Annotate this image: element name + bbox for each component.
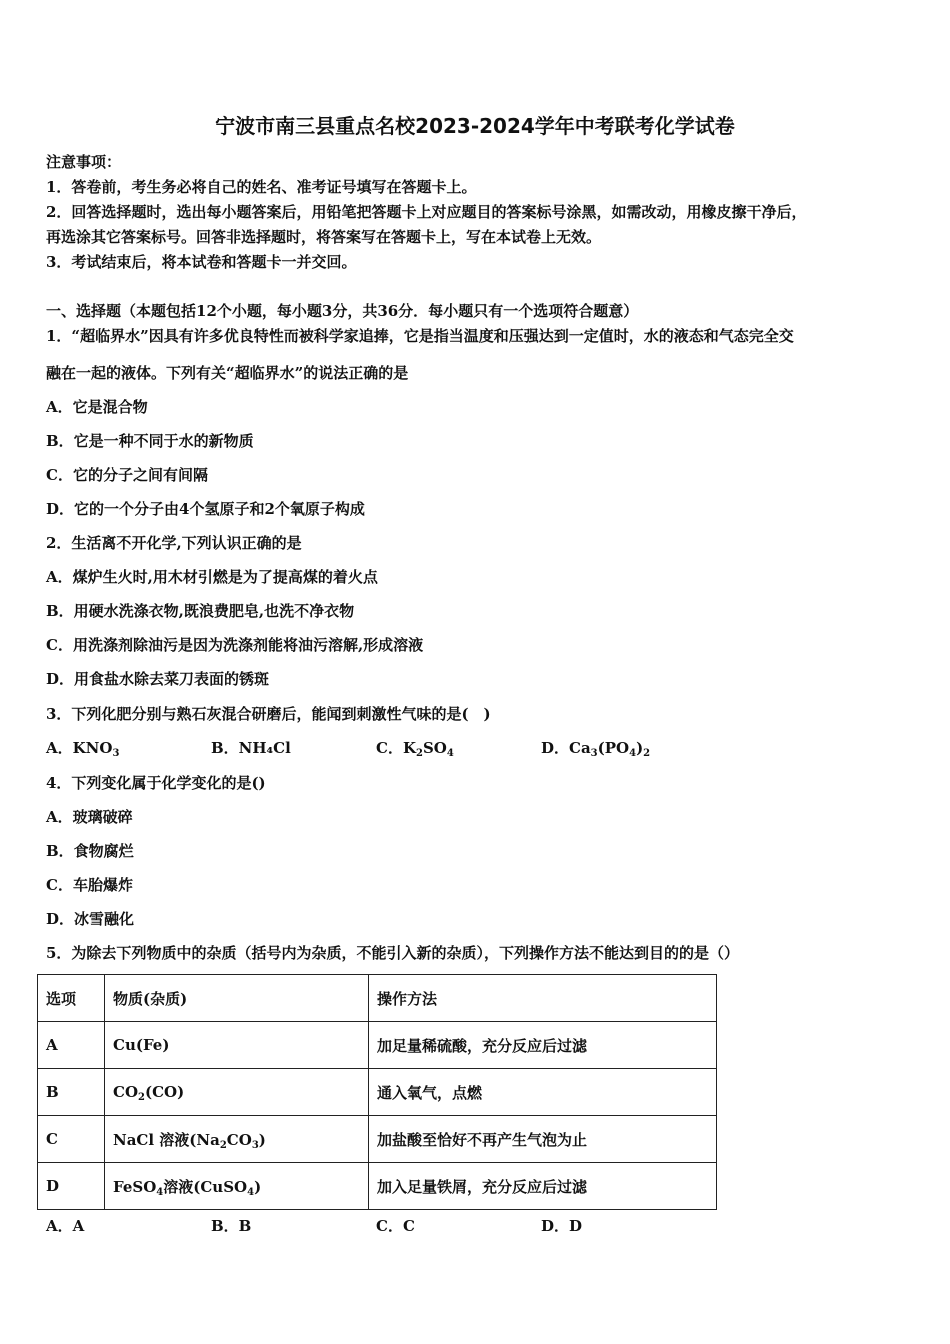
q5-option-d: D．D [541, 1217, 583, 1235]
q2-option-b: B．用硬水洗涤衣物,既浪费肥皂,也洗不净衣物 [46, 602, 355, 620]
q2-stem: 2．生活离不开化学,下列认识正确的是 [46, 534, 302, 552]
q3-options [46, 738, 650, 758]
notice-item: 2．回答选择题时，选出每小题答案后，用铅笔把答题卡上对应题目的答案标号涂黑，如需改动，用橡皮擦干净后， [46, 203, 807, 221]
table-header-cell: 物质(杂质) [105, 975, 369, 1022]
table-cell-method: 加入足量铁屑，充分反应后过滤 [369, 1163, 717, 1210]
table-cell-substance: FeSO$_4$溶液(CuSO$_4$) [105, 1163, 369, 1210]
q2-option-a: A．煤炉生火时,用木材引燃是为了提高煤的着火点 [46, 568, 378, 586]
q3-option-c: C．$K_2SO_4$ [376, 739, 454, 759]
q4-stem: 4．下列变化属于化学变化的是() [46, 774, 266, 792]
table-header-cell: 选项 [38, 975, 105, 1022]
table-cell-substance: $CO_2(CO)$ [105, 1069, 369, 1116]
table-row [38, 1022, 717, 1069]
notice-heading: 注意事项： [46, 153, 122, 171]
q1-stem-cont: 融在一起的液体。下列有关“超临界水”的说法正确的是 [46, 364, 409, 382]
section-heading: 一、选择题（本题包括12个小题，每小题3分，共36分．每小题只有一个选项符合题意） [46, 302, 639, 320]
q1-stem: 1．“超临界水”因具有许多优良特性而被科学家追捧，它是指当温度和压强达到一定值时，水的液态和气态完全交 [46, 327, 794, 345]
q4-option-b: B．食物腐烂 [46, 842, 134, 860]
table-row [38, 1069, 717, 1116]
q5-option-a: A．A [46, 1217, 85, 1235]
q5-table [37, 974, 717, 1210]
table-cell-substance: Cu(Fe) [105, 1022, 369, 1069]
q2-option-d: D．用食盐水除去菜刀表面的锈斑 [46, 670, 270, 688]
q3-option-b: B．NH₄Cl [211, 739, 291, 757]
q1-option-a: A．它是混合物 [46, 398, 148, 416]
q3-option-d: D．$Ca_3(PO_4)_2$ [541, 739, 651, 759]
q4-option-a: A．玻璃破碎 [46, 808, 133, 826]
table-cell-option: C [38, 1116, 105, 1163]
q5-answer-options [46, 1216, 582, 1236]
table-row [38, 1116, 717, 1163]
notice-item: 3．考试结束后，将本试卷和答题卡一并交回。 [46, 253, 357, 271]
q1-option-c: C．它的分子之间有间隔 [46, 466, 208, 484]
table-row [38, 1163, 717, 1210]
table-cell-method: 通入氧气，点燃 [369, 1069, 717, 1116]
notice-item: 再选涂其它答案标号。回答非选择题时，将答案写在答题卡上，写在本试卷上无效。 [46, 228, 602, 246]
q5-stem: 5．为除去下列物质中的杂质（括号内为杂质，不能引入新的杂质），下列操作方法不能达到目的的是（） [46, 944, 739, 962]
page-title: 宁波市南三县重点名校2023-2024学年中考联考化学试卷 [215, 114, 735, 138]
q1-option-d: D．它的一个分子由4个氢原子和2个氧原子构成 [46, 500, 365, 518]
q5-option-b: B．B [211, 1217, 252, 1235]
table-header-cell: 操作方法 [369, 975, 717, 1022]
q1-option-b: B．它是一种不同于水的新物质 [46, 432, 254, 450]
q4-option-c: C．车胎爆炸 [46, 876, 133, 894]
table-cell-option: B [38, 1069, 105, 1116]
table-cell-option: D [38, 1163, 105, 1210]
q3-option-a: A．$KNO_3$ [46, 739, 120, 759]
table-cell-option: A [38, 1022, 105, 1069]
table-header-row [38, 975, 717, 1022]
table-cell-method: 加盐酸至恰好不再产生气泡为止 [369, 1116, 717, 1163]
q3-stem: 3．下列化肥分别与熟石灰混合研磨后，能闻到刺激性气味的是( ) [46, 705, 491, 723]
q2-option-c: C．用洗涤剂除油污是因为洗涤剂能将油污溶解,形成溶液 [46, 636, 424, 654]
q4-option-d: D．冰雪融化 [46, 910, 135, 928]
q5-option-c: C．C [376, 1217, 415, 1235]
table-cell-method: 加足量稀硫酸，充分反应后过滤 [369, 1022, 717, 1069]
notice-item: 1．答卷前，考生务必将自己的姓名、准考证号填写在答题卡上。 [46, 178, 477, 196]
table-cell-substance: NaCl 溶液$(Na_2CO_3)$ [105, 1116, 369, 1163]
